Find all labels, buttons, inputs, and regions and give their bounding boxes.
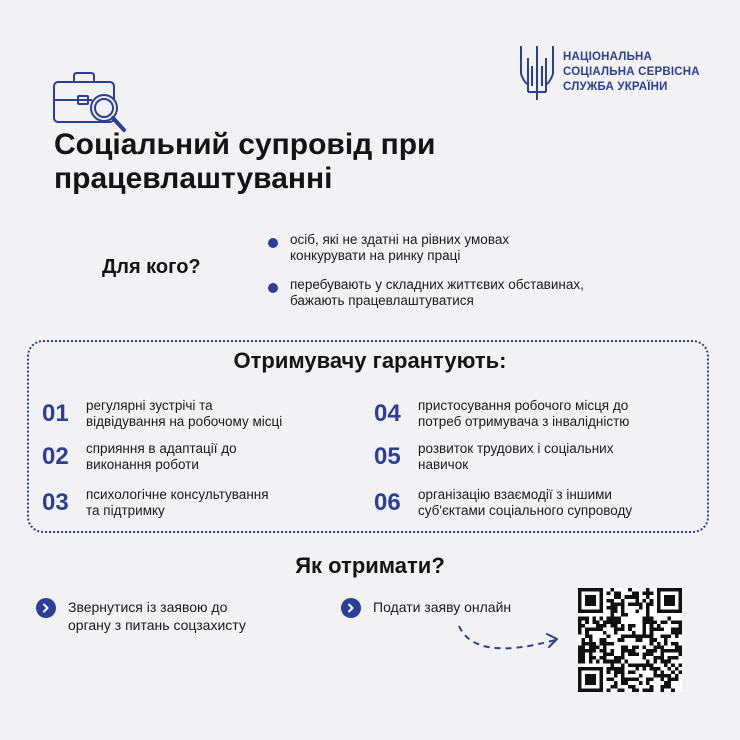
guarantee-number: 02 bbox=[42, 443, 69, 470]
logo-line-2: СОЦІАЛЬНА СЕРВІСНА bbox=[563, 66, 700, 78]
step-apply-office: Звернутися із заявою до органу з питань соцзахисту bbox=[36, 598, 246, 634]
bullet-dot-icon bbox=[268, 238, 278, 248]
logo-line-3: СЛУЖБА УКРАЇНИ bbox=[563, 81, 668, 93]
how-heading: Як отримати? bbox=[295, 553, 445, 578]
for-whom-heading: Для кого? bbox=[102, 256, 201, 278]
logo-text bbox=[563, 44, 700, 95]
guarantee-number: 04 bbox=[374, 400, 401, 427]
title-line-1: Соціальний супровід при bbox=[54, 128, 436, 161]
guarantee-item-06: 06 організацію взаємодії з іншими суб'єктами соціального супроводу bbox=[374, 487, 633, 518]
guarantee-number: 03 bbox=[42, 489, 69, 516]
guarantee-item-03: 03 психологічне консультування та підтримку bbox=[42, 487, 269, 518]
guarantee-item-01: 01 регулярні зустрічі та відвідування на робочому місці bbox=[42, 398, 283, 429]
guarantee-number: 01 bbox=[42, 400, 69, 427]
guarantee-item-04: 04 пристосування робочого місця до потреб отримувача з інвалідністю bbox=[374, 398, 630, 429]
logo-line-1: НАЦІОНАЛЬНА bbox=[563, 51, 653, 63]
nssu-logo bbox=[517, 44, 700, 102]
chevron-right-icon bbox=[341, 598, 361, 618]
trident-emblem-icon bbox=[517, 44, 557, 102]
for-whom-list bbox=[268, 232, 708, 322]
guarantee-item-02: 02 сприяння в адаптації до виконання роботи bbox=[42, 441, 237, 472]
guarantee-item-05: 05 розвиток трудових і соціальних навичок bbox=[374, 441, 614, 472]
chevron-right-icon bbox=[36, 598, 56, 618]
list-item: осіб, які не здатні на рівних умовах конкурувати на ринку праці bbox=[268, 232, 708, 264]
guarantees-heading: Отримувачу гарантують: bbox=[233, 348, 507, 373]
step-apply-online: Подати заяву онлайн bbox=[341, 598, 511, 618]
dashed-arrow-icon bbox=[455, 622, 565, 669]
qr-code[interactable] bbox=[578, 588, 682, 697]
guarantee-number: 05 bbox=[374, 443, 401, 470]
page-title bbox=[54, 128, 574, 196]
list-item: перебувають у складних життєвих обставинах, бажають працевлаштуватися bbox=[268, 277, 708, 309]
guarantee-number: 06 bbox=[374, 489, 401, 516]
bullet-dot-icon bbox=[268, 283, 278, 293]
title-line-2: працевлаштуванні bbox=[54, 162, 333, 195]
